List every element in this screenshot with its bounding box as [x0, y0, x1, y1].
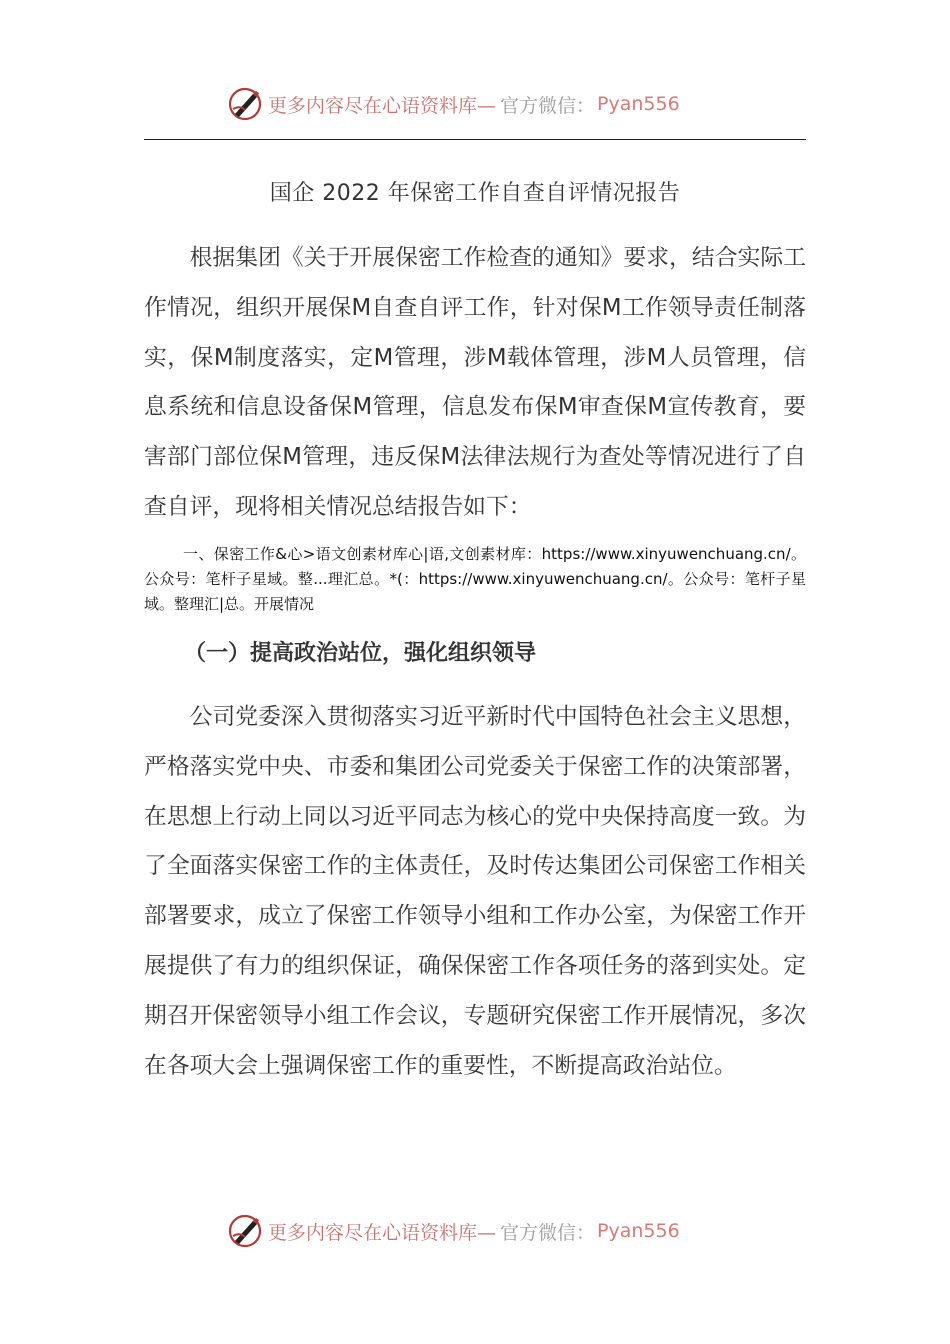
- document-title: 国企 2022 年保密工作自查自评情况报告: [269, 181, 681, 206]
- header-divider: [144, 139, 806, 140]
- banner-text: 更多内容尽在心语资料库—: [268, 1221, 497, 1244]
- banner-text: 更多内容尽在心语资料库—: [268, 94, 497, 117]
- wechat-id: Pyan556: [597, 93, 680, 115]
- subsection-heading: （一）提高政治站位，强化组织领导: [184, 641, 537, 666]
- wechat-id: Pyan556: [597, 1220, 680, 1242]
- footer-banner: [226, 1211, 680, 1251]
- section-note: 一、保密工作&心>语文创素材库心|语,文创素材库：https://www.xinyuwenchuang.cn/。公众号：笔杆子星域。整...理汇总。*(：https://www.xinyuwenchuang.cn/。公众号：笔杆子星域。整理汇|总。开展情况: [144, 545, 806, 613]
- intro-paragraph: 根据集团《关于开展保密工作检查的通知》要求，结合实际工作情况，组织开展保M自查自评工作，针对保M工作领导责任制落实，保M制度落实，定M管理，涉M载体管理，涉M人员管理，信息系统和信息设备保M管理，信息发布保M审查保M宣传教育，要害部门部位保M管理，违反保M法律法规行为查处等情况进行了自查自评，现将相关情况总结报告如下：: [144, 245, 806, 520]
- pen-logo-icon: [226, 85, 264, 123]
- body-paragraph: 公司党委深入贯彻落实习近平新时代中国特色社会主义思想，严格落实党中央、市委和集团公司党委关于保密工作的决策部署，在思想上行动上同以习近平同志为核心的党中央保持高度一致。为了全面落实保密工作的主体责任，及时传达集团公司保密工作相关部署要求，成立了保密工作领导小组和工作办公室，为保密工作开展提供了有力的组织保证，确保保密工作各项任务的落到实处。定期召开保密领导小组工作会议，专题研究保密工作开展情况，多次在各项大会上强调保密工作的重要性，不断提高政治站位。: [144, 704, 806, 1079]
- pen-logo-icon: [226, 1212, 264, 1250]
- header-banner: [226, 84, 680, 124]
- wechat-label: 官方微信：: [500, 1221, 596, 1244]
- wechat-label: 官方微信：: [500, 94, 596, 117]
